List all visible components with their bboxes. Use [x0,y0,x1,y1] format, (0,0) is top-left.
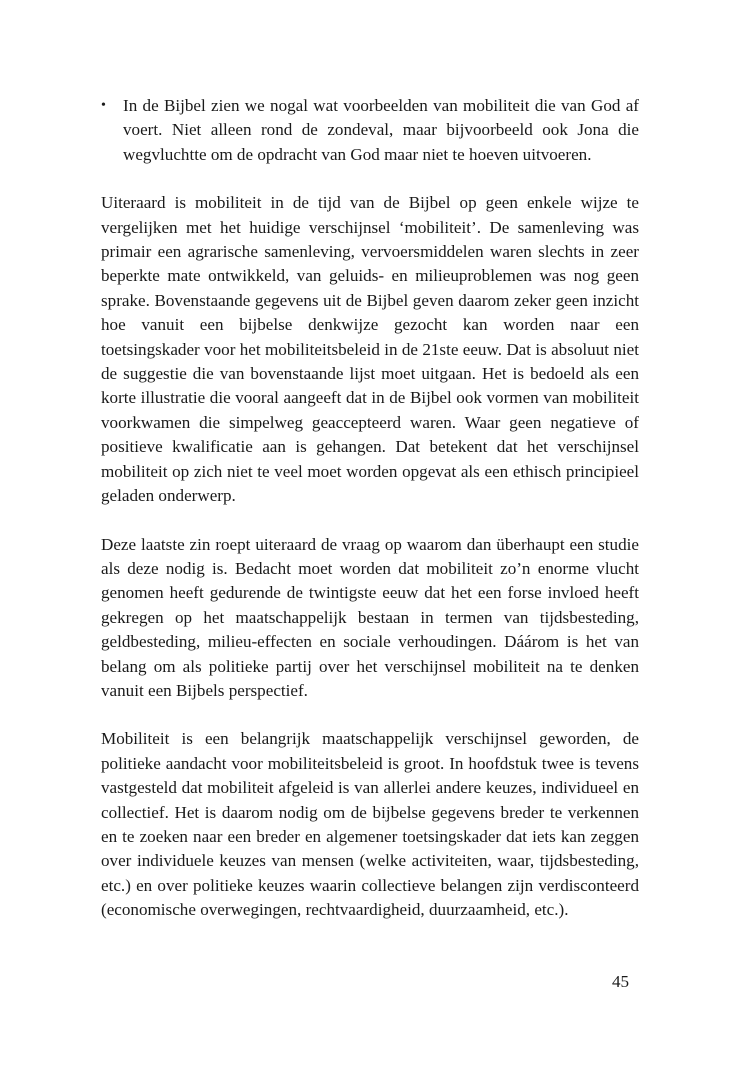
page-body [101,94,639,923]
bullet-list [101,94,639,167]
paragraph-mobiliteit-bijbel: Uiteraard is mobiliteit in de tijd van de Bijbel op geen enkele wijze te vergelijken met het huidige verschijnsel ‘mobiliteit’. De samenleving was primair een agrarische samenleving, vervoersmiddelen waren slechts in zeer beperkte mate ontwikkeld, van geluids- en milieuproblemen was nog geen sprake. Bovenstaande gegevens uit de Bijbel geven daarom zeker geen inzicht hoe vanuit een bijbelse denkwijze gezocht kan worden naar een toetsingskader voor het mobiliteitsbeleid in de 21ste eeuw. Dat is absoluut niet de suggestie die van bovenstaande lijst moet uitgaan. Het is bedoeld als een korte illustratie die vooral aangeeft dat in de Bijbel ook vormen van mobiliteit voorkwamen die simpelweg geaccepteerd waren. Waar geen negatieve of positieve kwalificatie aan is gehangen. Dat betekent dat het verschijnsel mobiliteit op zich niet te veel moet worden opgevat als een ethisch principieel geladen onderwerp. [101,193,639,506]
bullet-marker: • [101,98,106,113]
page-number: 45 [612,972,630,991]
bullet-item [101,94,639,167]
bullet-text: In de Bijbel zien we nogal wat voorbeelden van mobiliteit die van God af voert. Niet alleen rond de zondeval, maar bijvoorbeeld ook Jona die wegvluchtte om de opdracht van God maar niet te hoeven uitvoeren. [123,96,639,164]
paragraph-toetsingskader: Mobiliteit is een belangrijk maatschappelijk verschijnsel geworden, de politieke aandacht voor mobiliteitsbeleid is groot. In hoofdstuk twee is tevens vastgesteld dat mobiliteit afgeleid is van allerlei andere keuzes, individueel en collectief. Het is daarom nodig om de bijbelse gegevens breder te verkennen en te zoeken naar een breder en algemener toetsingskader dat iets kan zeggen over individuele keuzes van mensen (welke activiteiten, waar, tijdsbesteding, etc.) en over politieke keuzes waarin collectieve belangen zijn verdisconteerd (economische overwegingen, rechtvaardigheid, duurzaamheid, etc.). [101,729,639,920]
paragraph-waarom-studie: Deze laatste zin roept uiteraard de vraag op waarom dan überhaupt een studie als deze nodig is. Bedacht moet worden dat mobiliteit zo’n enorme vlucht genomen heeft gedurende de twintigste eeuw dat het een forse invloed heeft gekregen op het maatschappelijk bestaan in termen van tijdsbesteding, geldbesteding, milieu-effecten en sociale verhoudingen. Dáárom is het van belang om als politieke partij over het verschijnsel mobiliteit na te denken vanuit een Bijbels perspectief. [101,534,639,700]
